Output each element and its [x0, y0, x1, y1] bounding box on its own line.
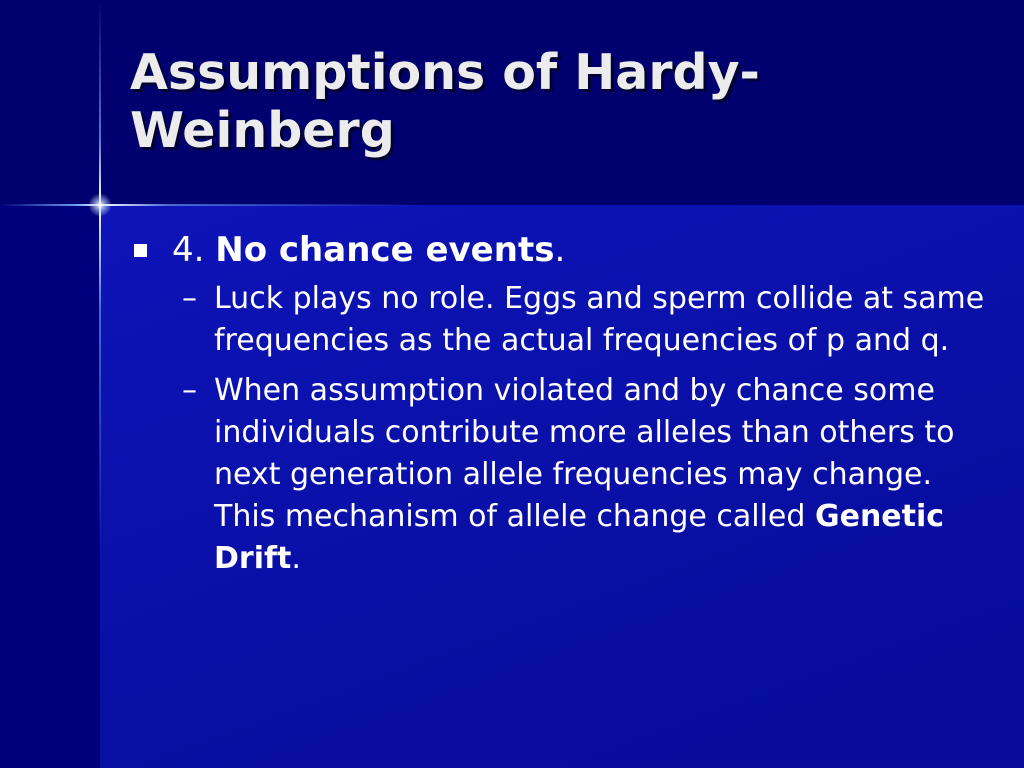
bullet-period: . — [554, 230, 566, 270]
sub-bullet-item — [130, 370, 990, 580]
square-bullet-icon — [134, 244, 147, 257]
sub-bullet-text: Luck plays no role. Eggs and sperm collide at same frequencies as the actual frequencies of p and q. — [214, 281, 985, 358]
vertical-light-line — [99, 0, 101, 560]
sparkle-icon — [88, 193, 112, 217]
slide-content — [130, 226, 990, 588]
slide-title: Assumptions of Hardy-Weinberg — [130, 44, 760, 159]
sub-bullet-period: . — [291, 541, 301, 576]
sub-bullet-term: Genetic Drift — [214, 499, 945, 576]
sub-bullet-text: When assumption violated and by chance some individuals contribute more alleles than others to next generation allele frequencies may change. This mechanism of allele change called — [214, 373, 955, 534]
horizontal-light-line — [0, 204, 420, 206]
bullet-heading: No chance events — [215, 230, 555, 270]
dash-bullet-icon: – — [182, 281, 197, 316]
left-band — [0, 205, 100, 768]
sub-bullet-item — [130, 278, 990, 362]
bullet-item — [130, 226, 990, 274]
dash-bullet-icon: – — [182, 373, 197, 408]
bullet-number: 4. — [172, 230, 216, 270]
